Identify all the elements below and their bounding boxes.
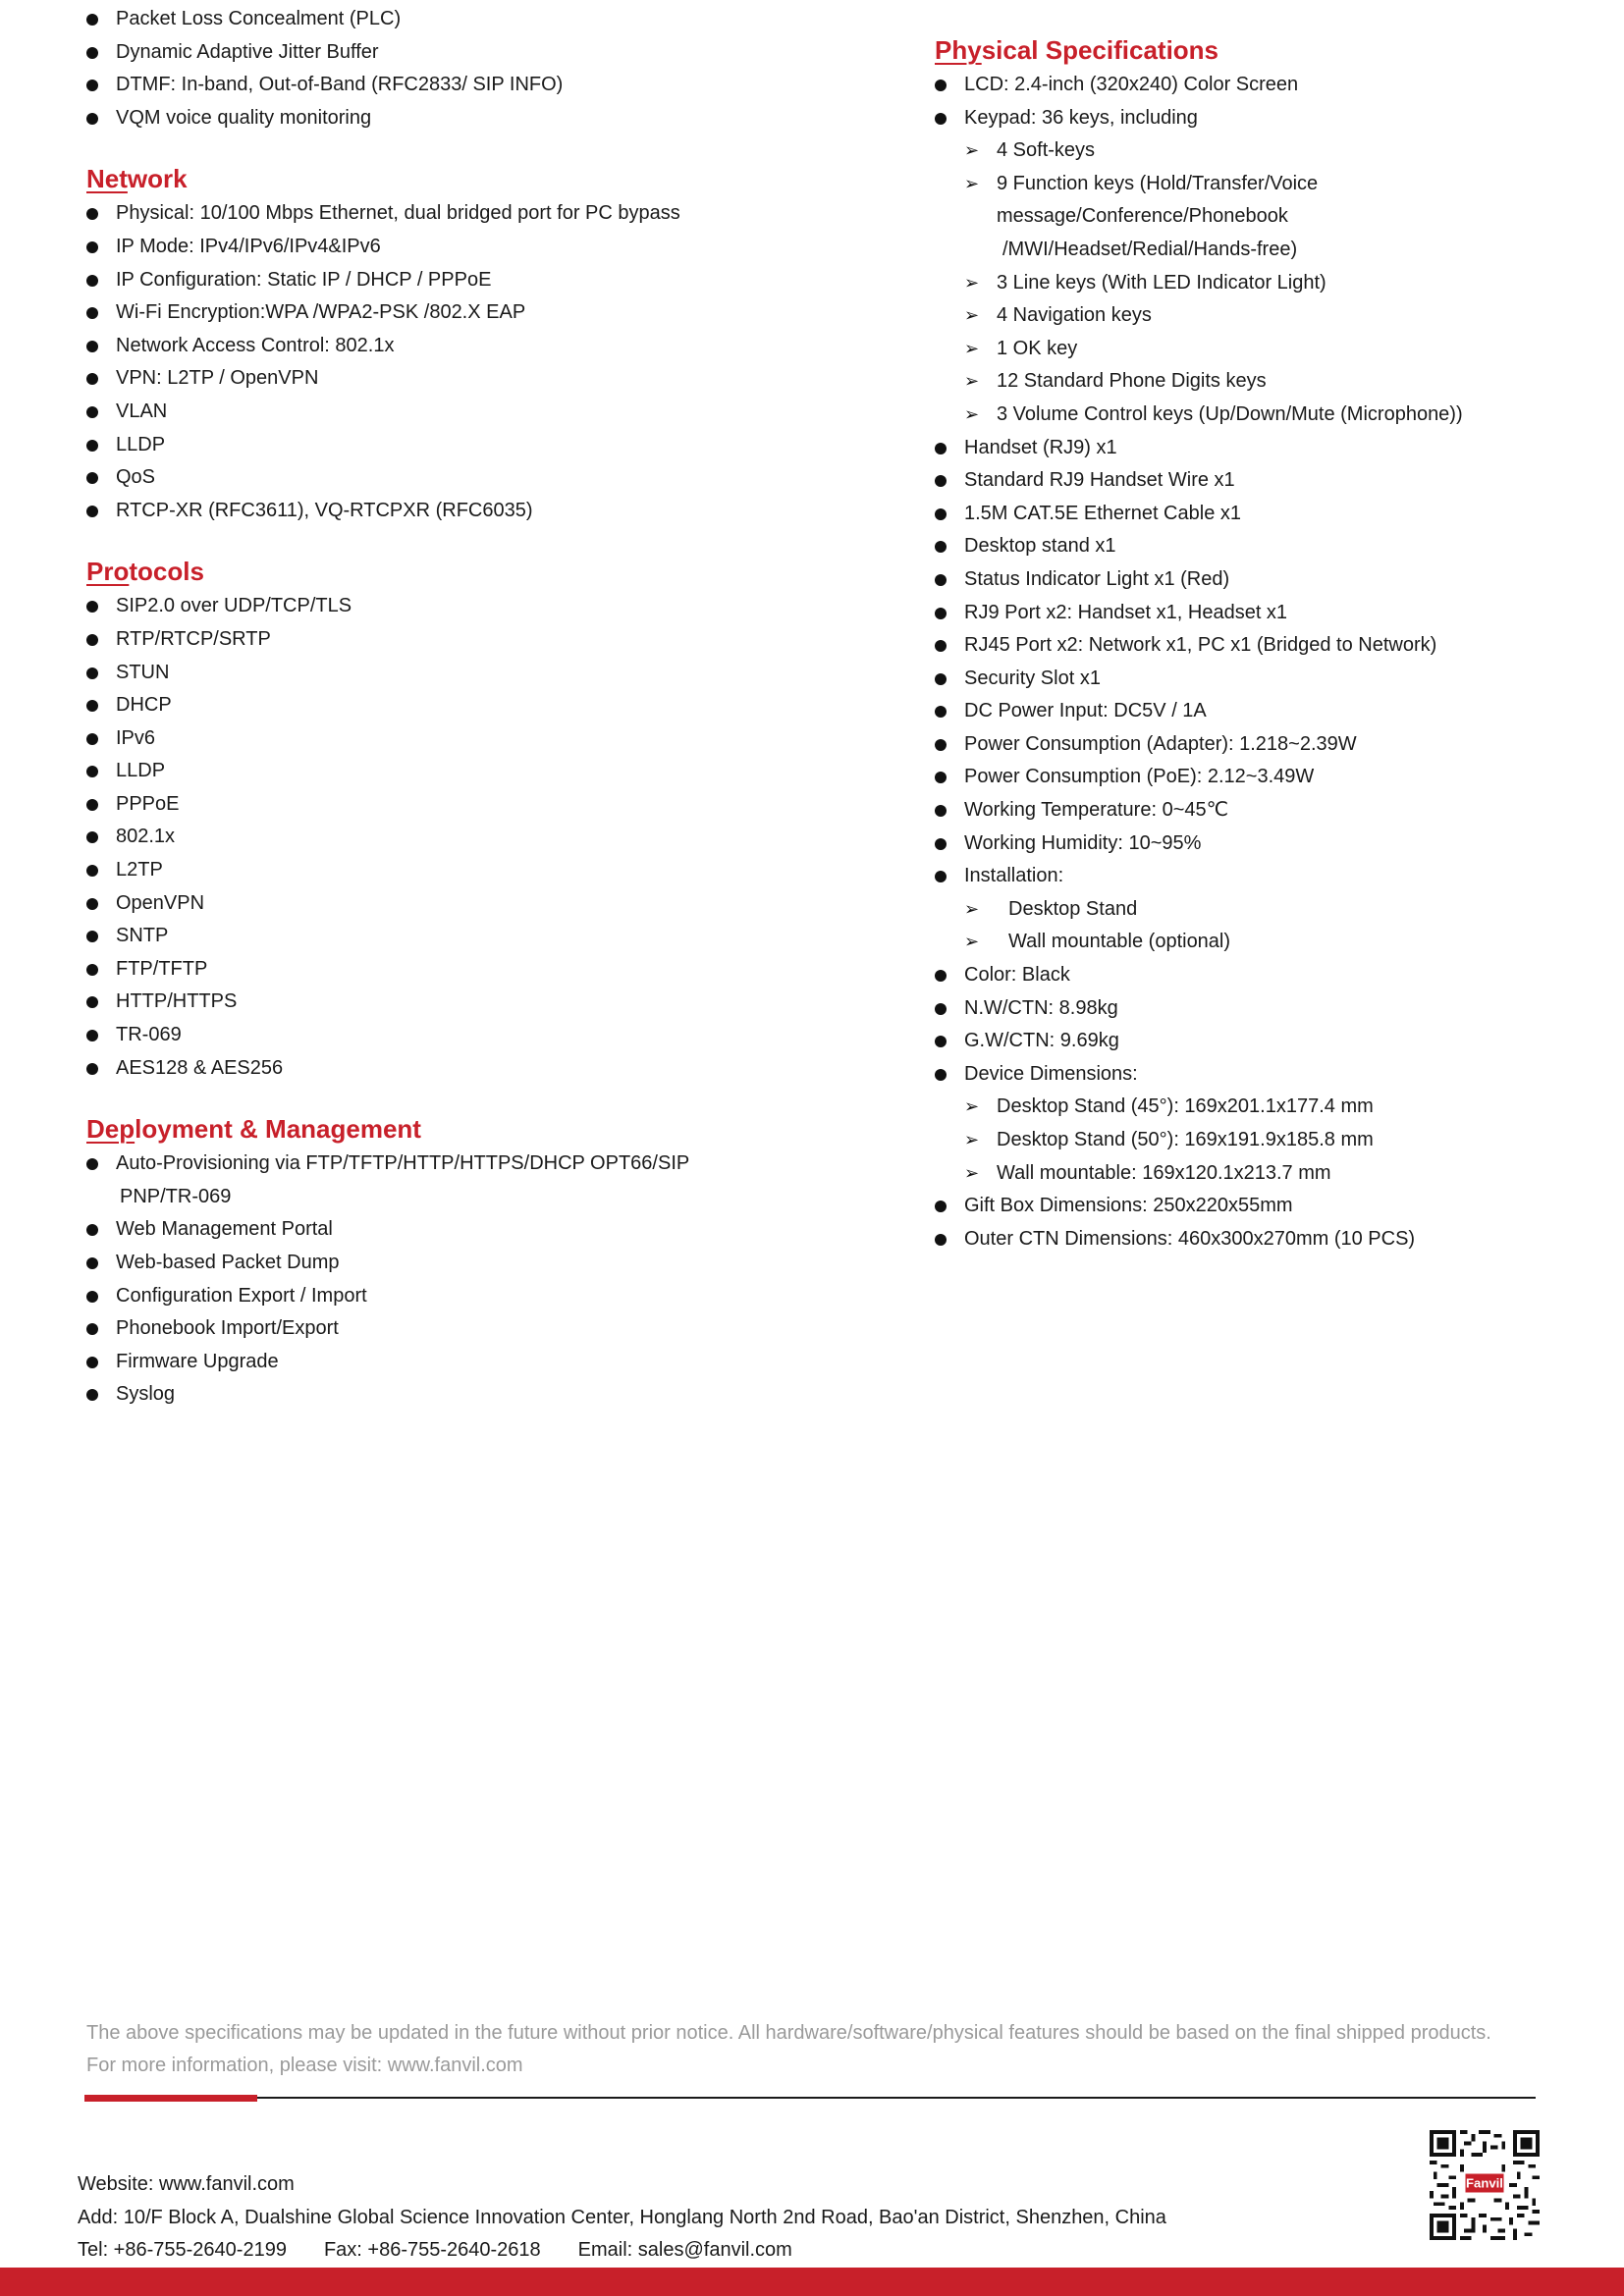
list-item: Desktop stand x1 xyxy=(935,530,1602,563)
list-item: RTCP-XR (RFC3611), VQ-RTCPXR (RFC6035) xyxy=(86,495,833,528)
list-item: Phonebook Import/Export xyxy=(86,1312,833,1346)
bullet-icon xyxy=(935,541,947,553)
sub-list-item: ➢ 3 Line keys (With LED Indicator Light) xyxy=(935,267,1602,300)
list-item: PPPoE xyxy=(86,788,833,822)
sub-list-item: ➢ Desktop Stand (50°): 169x191.9x185.8 mm xyxy=(935,1124,1602,1157)
notice-line: The above specifications may be updated in the future without prior notice. All hardware/software/physical features should be based on the final shipped products. xyxy=(86,2022,1491,2044)
list-item: Packet Loss Concealment (PLC) xyxy=(86,3,833,36)
bottom-accent-bar xyxy=(0,2268,1624,2296)
bullet-icon xyxy=(935,1036,947,1047)
bullet-icon xyxy=(86,506,98,517)
bullet-icon xyxy=(86,1291,98,1303)
arrow-bullet-icon: ➢ xyxy=(964,932,980,952)
protocols-list xyxy=(86,590,833,1085)
sub-list-item: ➢ 9 Function keys (Hold/Transfer/Voice xyxy=(935,168,1602,201)
arrow-bullet-icon: ➢ xyxy=(964,898,980,919)
bullet-icon xyxy=(86,799,98,811)
bullet-icon xyxy=(86,898,98,910)
arrow-bullet-icon: ➢ xyxy=(964,272,980,293)
list-item: TR-069 xyxy=(86,1019,833,1052)
sub-list-item: ➢ Wall mountable (optional) xyxy=(935,926,1602,959)
bullet-icon xyxy=(86,307,98,319)
sub-list-item: ➢ 12 Standard Phone Digits keys xyxy=(935,365,1602,399)
email-text: Email: sales@fanvil.com xyxy=(577,2239,792,2261)
fax-text: Fax: +86-755-2640-2618 xyxy=(323,2239,541,2261)
bullet-icon xyxy=(86,472,98,484)
contact-block xyxy=(78,2168,1166,2268)
list-item: Working Humidity: 10~95% xyxy=(935,828,1602,861)
list-item: G.W/CTN: 9.69kg xyxy=(935,1025,1602,1058)
bullet-icon xyxy=(935,1069,947,1081)
list-item: Working Temperature: 0~45℃ xyxy=(935,794,1602,828)
physical-list xyxy=(935,1190,1602,1255)
website-line: Website: www.fanvil.com xyxy=(78,2173,295,2195)
bullet-icon xyxy=(935,443,947,454)
qr-logo-text: Fanvil xyxy=(1466,2175,1503,2191)
arrow-bullet-icon: ➢ xyxy=(964,173,980,193)
list-item: Configuration Export / Import xyxy=(86,1280,833,1313)
bullet-icon xyxy=(86,1323,98,1335)
list-item: Color: Black xyxy=(935,959,1602,992)
list-item: Web Management Portal xyxy=(86,1213,833,1247)
bullet-icon xyxy=(935,1003,947,1015)
arrow-bullet-icon: ➢ xyxy=(964,305,980,326)
list-item: RJ9 Port x2: Handset x1, Headset x1 xyxy=(935,597,1602,630)
bullet-icon xyxy=(86,47,98,59)
bullet-icon xyxy=(935,508,947,520)
list-item: IPv6 xyxy=(86,722,833,756)
sub-list-item-continuation: /MWI/Headset/Redial/Hands-free) xyxy=(1002,238,1298,260)
bullet-icon xyxy=(86,996,98,1008)
disclaimer-notice xyxy=(86,2017,1598,2082)
arrow-bullet-icon: ➢ xyxy=(964,338,980,358)
bullet-icon xyxy=(935,871,947,882)
bullet-icon xyxy=(935,706,947,718)
list-item: Device Dimensions: xyxy=(935,1058,1602,1092)
bullet-icon xyxy=(86,208,98,220)
bullet-icon xyxy=(86,113,98,125)
list-item: VQM voice quality monitoring xyxy=(86,102,833,135)
bullet-icon xyxy=(86,1224,98,1236)
left-column xyxy=(86,3,833,1412)
sub-list-item: ➢ 1 OK key xyxy=(935,333,1602,366)
list-item: DC Power Input: DC5V / 1A xyxy=(935,695,1602,728)
bullet-icon xyxy=(86,667,98,679)
bullet-icon xyxy=(86,1357,98,1368)
list-item: Firmware Upgrade xyxy=(86,1346,833,1379)
bullet-icon xyxy=(935,772,947,783)
list-item: 802.1x xyxy=(86,821,833,854)
bullet-icon xyxy=(86,14,98,26)
list-item: IP Mode: IPv4/IPv6/IPv4&IPv6 xyxy=(86,231,833,264)
list-item: Security Slot x1 xyxy=(935,663,1602,696)
list-item: Power Consumption (Adapter): 1.218~2.39W xyxy=(935,728,1602,762)
list-item: Standard RJ9 Handset Wire x1 xyxy=(935,464,1602,498)
bullet-icon xyxy=(86,1063,98,1075)
list-item: L2TP xyxy=(86,854,833,887)
list-item: AES128 & AES256 xyxy=(86,1052,833,1086)
list-item: Dynamic Adaptive Jitter Buffer xyxy=(86,36,833,70)
bullet-icon xyxy=(935,1234,947,1246)
bullet-icon xyxy=(86,80,98,91)
section-title-protocols: Protocols xyxy=(86,557,204,587)
bullet-icon xyxy=(935,640,947,652)
bullet-icon xyxy=(86,1030,98,1041)
arrow-bullet-icon: ➢ xyxy=(964,371,980,392)
list-item: DTMF: In-band, Out-of-Band (RFC2833/ SIP INFO) xyxy=(86,69,833,102)
list-item: RTP/RTCP/SRTP xyxy=(86,623,833,657)
list-item: STUN xyxy=(86,657,833,690)
bullet-icon xyxy=(935,475,947,487)
bullet-icon xyxy=(86,964,98,976)
list-item: LLDP xyxy=(86,755,833,788)
arrow-bullet-icon: ➢ xyxy=(964,1130,980,1149)
list-item-continuation: PNP/TR-069 xyxy=(120,1185,232,1207)
list-item: Outer CTN Dimensions: 460x300x270mm (10 PCS) xyxy=(935,1223,1602,1256)
bullet-icon xyxy=(86,831,98,843)
list-item: Handset (RJ9) x1 xyxy=(935,432,1602,465)
bullet-icon xyxy=(86,931,98,942)
deployment-list xyxy=(86,1213,833,1412)
list-item: Network Access Control: 802.1x xyxy=(86,330,833,363)
sub-list-item: ➢ 4 Soft-keys xyxy=(935,134,1602,168)
bullet-icon xyxy=(86,865,98,877)
section-title-deployment: Deployment & Management xyxy=(86,1114,421,1145)
physical-list xyxy=(935,959,1602,1091)
list-item: Physical: 10/100 Mbps Ethernet, dual bridged port for PC bypass xyxy=(86,197,833,231)
bullet-icon xyxy=(86,733,98,745)
bullet-icon xyxy=(86,1389,98,1401)
list-item: Status Indicator Light x1 (Red) xyxy=(935,563,1602,597)
list-item: FTP/TFTP xyxy=(86,953,833,987)
bullet-icon xyxy=(86,406,98,418)
bullet-icon xyxy=(86,766,98,777)
bullet-icon xyxy=(86,634,98,646)
bullet-icon xyxy=(86,601,98,613)
bullet-icon xyxy=(935,838,947,850)
bullet-icon xyxy=(935,970,947,982)
bullet-icon xyxy=(935,739,947,751)
sub-list-item: ➢ Wall mountable: 169x120.1x213.7 mm xyxy=(935,1157,1602,1191)
list-item: SNTP xyxy=(86,920,833,953)
section-title-network: Network xyxy=(86,164,188,194)
notice-link-line: For more information, please visit: www.fanvil.com xyxy=(86,2055,523,2076)
bullet-icon xyxy=(86,1257,98,1269)
bullet-icon xyxy=(935,805,947,817)
dimension-sub-list xyxy=(935,1091,1602,1190)
bullet-icon xyxy=(86,241,98,253)
list-item: Gift Box Dimensions: 250x220x55mm xyxy=(935,1190,1602,1223)
address-line: Add: 10/F Block A, Dualshine Global Science Innovation Center, Honglang North 2nd Road, Bao'an District, Shenzhen, China xyxy=(78,2206,1166,2228)
qr-code-icon xyxy=(1430,2130,1540,2240)
bullet-icon xyxy=(935,113,947,125)
list-item: Power Consumption (PoE): 2.12~3.49W xyxy=(935,761,1602,794)
list-item: N.W/CTN: 8.98kg xyxy=(935,992,1602,1026)
arrow-bullet-icon: ➢ xyxy=(964,403,980,424)
list-item: LLDP xyxy=(86,429,833,462)
installation-sub-list xyxy=(935,893,1602,959)
list-item: IP Configuration: Static IP / DHCP / PPPoE xyxy=(86,264,833,297)
phone-line xyxy=(78,2234,1166,2268)
list-item: OpenVPN xyxy=(86,887,833,921)
bullet-icon xyxy=(86,440,98,452)
list-item: VPN: L2TP / OpenVPN xyxy=(86,362,833,396)
bullet-icon xyxy=(935,80,947,91)
bullet-icon xyxy=(86,341,98,352)
bullet-icon xyxy=(935,1201,947,1212)
bullet-icon xyxy=(86,1158,98,1170)
list-item: Syslog xyxy=(86,1378,833,1412)
footer-divider-accent xyxy=(84,2095,257,2102)
list-item: Keypad: 36 keys, including xyxy=(935,102,1602,135)
sub-list-item-continuation: message/Conference/Phonebook xyxy=(997,205,1288,228)
list-item: DHCP xyxy=(86,689,833,722)
physical-list xyxy=(935,432,1602,893)
bullet-icon xyxy=(86,275,98,287)
list-item: Wi-Fi Encryption:WPA /WPA2-PSK /802.X EAP xyxy=(86,296,833,330)
bullet-icon xyxy=(86,700,98,712)
sub-list-item: ➢ Desktop Stand (45°): 169x201.1x177.4 mm xyxy=(935,1091,1602,1124)
list-item: Installation: xyxy=(935,860,1602,893)
arrow-bullet-icon: ➢ xyxy=(964,140,980,161)
bullet-icon xyxy=(935,574,947,586)
section-title-physical: Physical Specifications xyxy=(935,35,1219,65)
bullet-icon xyxy=(86,373,98,385)
arrow-bullet-icon: ➢ xyxy=(964,1096,980,1117)
sub-list-item: ➢ 4 Navigation keys xyxy=(935,299,1602,333)
network-list xyxy=(86,197,833,527)
tel-text: Tel: +86-755-2640-2199 xyxy=(78,2239,287,2261)
list-item: SIP2.0 over UDP/TCP/TLS xyxy=(86,590,833,623)
list-item: RJ45 Port x2: Network x1, PC x1 (Bridged to Network) xyxy=(935,629,1602,663)
footer-divider xyxy=(84,2097,1536,2099)
list-item: Auto-Provisioning via FTP/TFTP/HTTP/HTTPS/DHCP OPT66/SIP xyxy=(86,1148,833,1181)
list-item: LCD: 2.4-inch (320x240) Color Screen xyxy=(935,69,1602,102)
sub-list-item: ➢ 3 Volume Control keys (Up/Down/Mute (Microphone)) xyxy=(935,399,1602,432)
right-column xyxy=(935,31,1602,1255)
list-item: HTTP/HTTPS xyxy=(86,986,833,1019)
list-item: QoS xyxy=(86,461,833,495)
sub-list-item: ➢ Desktop Stand xyxy=(935,893,1602,927)
list-item: Web-based Packet Dump xyxy=(86,1247,833,1280)
bullet-icon xyxy=(935,608,947,619)
arrow-bullet-icon: ➢ xyxy=(964,1162,980,1183)
list-item: VLAN xyxy=(86,396,833,429)
list-item: 1.5M CAT.5E Ethernet Cable x1 xyxy=(935,498,1602,531)
bullet-icon xyxy=(935,673,947,685)
